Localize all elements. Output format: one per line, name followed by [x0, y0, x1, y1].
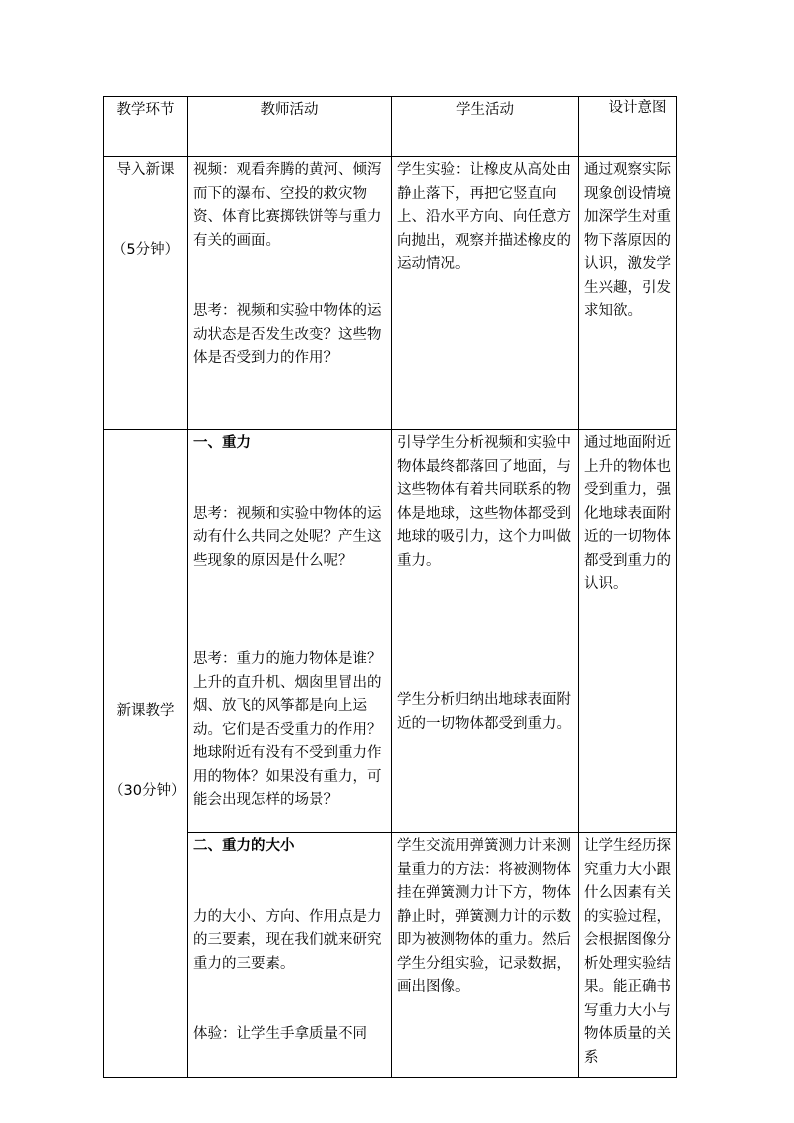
stage-cell: [104, 157, 188, 430]
teacher-paragraph: 思考：视频和实验中物体的运动状态是否发生改变？这些物体是否受到力的作用？: [193, 303, 382, 366]
design-intent-cell: [579, 430, 677, 833]
table-row: [104, 833, 677, 1078]
section-heading: 一、重力: [193, 435, 251, 451]
header-student-activity: 学生活动: [392, 97, 579, 157]
teacher-paragraph: 思考：视频和实验中物体的运动有什么共同之处呢？产生这些现象的原因是什么呢？: [193, 505, 382, 569]
student-activity-cell: [392, 430, 579, 833]
stage-cell: [104, 430, 188, 1078]
design-paragraph: 通过观察实际现象创设情境加深学生对重物下落原因的认识，激发学生兴趣，引发求知欲。: [584, 162, 671, 319]
stage-name: 新课教学: [116, 703, 175, 719]
table-row: [104, 430, 677, 833]
student-paragraph: 学生分析归纳出地球表面附近的一切物体都受到重力。: [397, 692, 571, 732]
student-activity-cell: [392, 157, 579, 430]
teacher-paragraph: 思考：重力的施力物体是谁？上升的直升机、烟囱里冒出的烟、放飞的风筝都是向上运动。它们是否受重力的作用？地球附近有没有不受到重力作用的物体？如果没有重力，可能会出现怎样的场景？: [193, 651, 382, 808]
stage-name: 导入新课: [116, 162, 175, 178]
teacher-activity-cell: [188, 430, 392, 833]
teacher-activity-cell: [188, 833, 392, 1078]
design-intent-cell: [579, 833, 677, 1078]
header-teacher-activity: 教师活动: [188, 97, 392, 157]
stage-duration: （30分钟）: [109, 782, 186, 799]
teacher-paragraph: 体验：让学生手拿质量不同: [193, 1026, 367, 1042]
teacher-paragraph: 视频：观看奔腾的黄河、倾泻而下的瀑布、空投的救灾物资、体育比赛掷铁饼等与重力有关的画面。: [193, 162, 382, 249]
teacher-activity-cell: [188, 157, 392, 430]
lesson-plan-table: [103, 96, 677, 1078]
header-design-intent: 设计意图: [579, 97, 677, 157]
student-paragraph: 学生交流用弹簧测力计来测量重力的方法：将被测物体挂在弹簧测力计下方，物体静止时，弹簧测力计的示数即为被测物体的重力。然后学生分组实验，记录数据，画出图像。: [397, 838, 571, 995]
design-paragraph: 通过地面附近上升的物体也受到重力，强化地球表面附近的一切物体都受到重力的认识。: [584, 435, 671, 592]
table-row: [104, 157, 677, 430]
student-paragraph: 引导学生分析视频和实验中物体最终都落回了地面，与这些物体有着共同联系的物体是地球，这些物体都受到地球的吸引力，这个力叫做重力。: [397, 435, 571, 569]
section-heading: 二、重力的大小: [193, 838, 295, 854]
student-activity-cell: [392, 833, 579, 1078]
design-paragraph: 让学生经历探究重力大小跟什么因素有关的实验过程，会根据图像分析处理实验结果。能正确书写重力大小与物体质量的关系: [584, 838, 671, 1066]
stage-duration: （5分钟）: [111, 241, 180, 258]
student-paragraph: 学生实验：让橡皮从高处由静止落下，再把它竖直向上、沿水平方向、向任意方向抛出，观察并描述橡皮的运动情况。: [397, 162, 571, 272]
header-stage: 教学环节: [104, 97, 188, 157]
teacher-paragraph: 力的大小、方向、作用点是力的三要素，现在我们就来研究重力的三要素。: [193, 908, 382, 972]
design-intent-cell: [579, 157, 677, 430]
table-header-row: [104, 97, 677, 157]
